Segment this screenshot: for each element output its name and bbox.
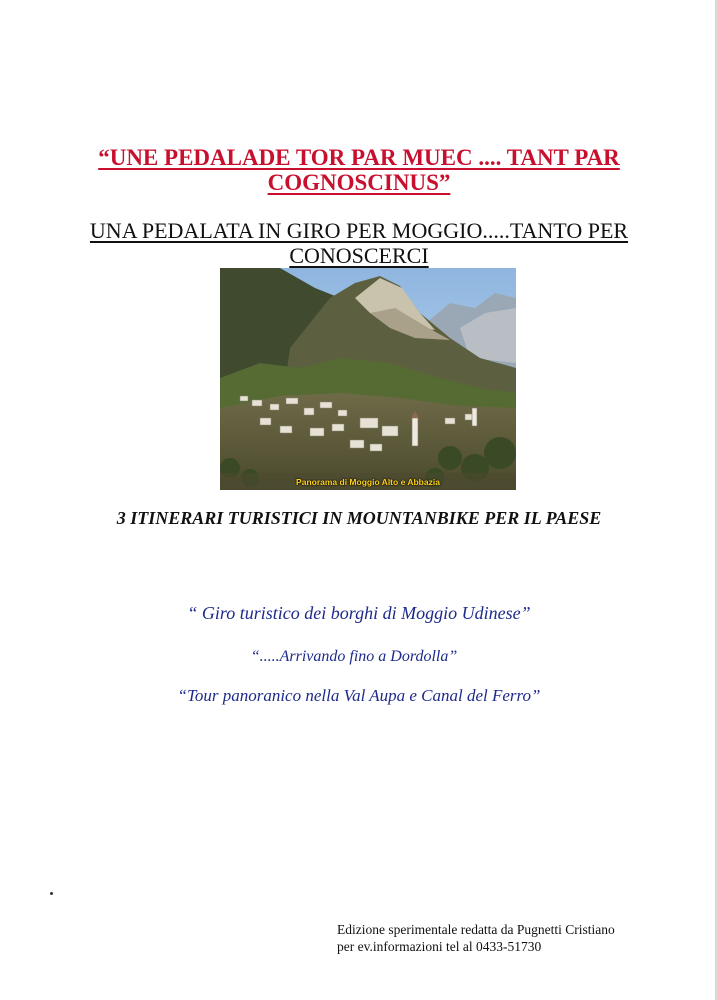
subtitle: [60, 218, 658, 268]
footer-credits: [337, 921, 615, 955]
route-item-val-aupa: “Tour panoranico nella Val Aupa e Canal del Ferro”: [177, 686, 541, 705]
subtitle-line1: UNA PEDALATA IN GIRO PER MOGGIO.....TANTO PER: [89, 218, 629, 243]
route-item-dordolla: “.....Arrivando fino a Dordolla”: [250, 648, 458, 665]
footer-line2: per ev.informazioni tel al 0433-51730: [337, 939, 542, 954]
footer-line1: Edizione sperimentale redatta da Pugnetti Cristiano: [337, 922, 615, 937]
scan-speck: [50, 892, 53, 895]
route-item-borghi: “ Giro turistico dei borghi di Moggio Udinese”: [187, 603, 531, 623]
main-title-line1: “UNE PEDALADE TOR PAR MUEC .... TANT PAR: [98, 145, 620, 170]
subtitle-line2: CONOSCERCI: [289, 243, 429, 268]
mountain-village-image: [220, 268, 516, 490]
main-title: [60, 145, 658, 195]
main-title-line2: COGNOSCINUS”: [267, 170, 451, 195]
panorama-photo: [220, 268, 516, 490]
itinerari-heading: 3 ITINERARI TURISTICI IN MOUNTANBIKE PER IL PAESE: [116, 508, 602, 528]
photo-caption: Panorama di Moggio Alto e Abbazia: [296, 477, 440, 487]
